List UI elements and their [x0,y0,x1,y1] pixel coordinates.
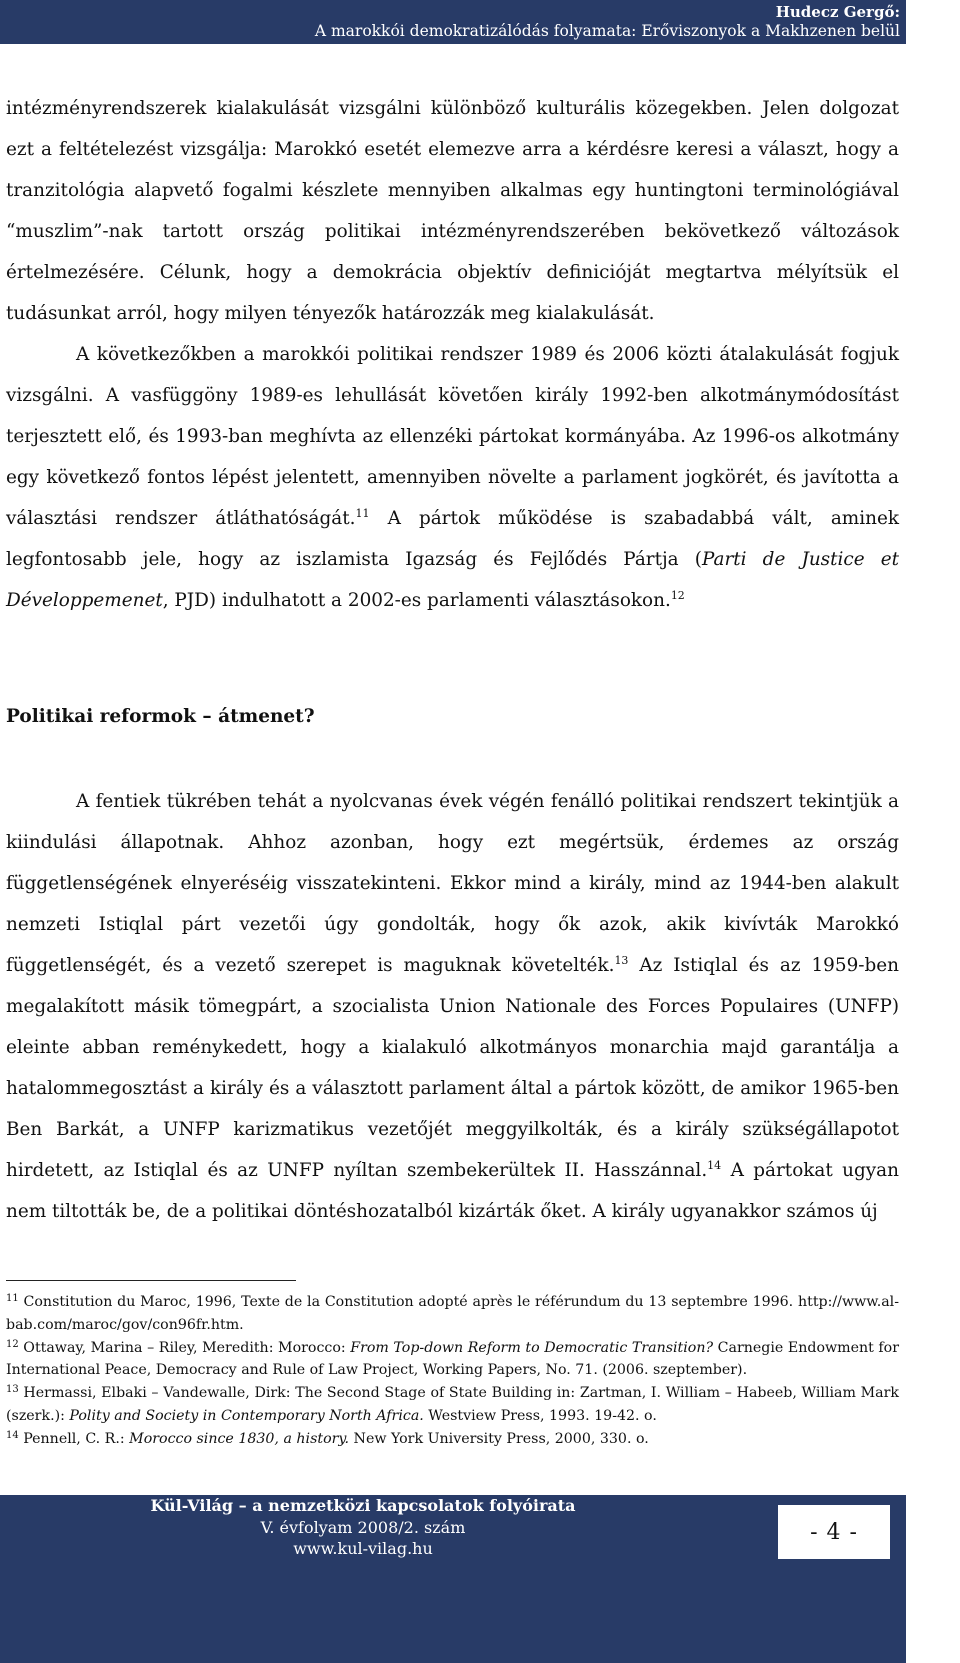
footnote-number: 13 [6,1384,19,1396]
footnote-divider [6,1280,296,1281]
footnote [6,1382,899,1428]
paragraph-text: , PJD) indulhatott a 2002-es parlamenti választásokon. [162,590,671,611]
footnote-title: Morocco since 1830, a history. [129,1430,350,1447]
body-section-2 [6,781,899,1232]
footer-journal: Kül-Világ – a nemzetközi kapcsolatok folyóirata [150,1496,576,1515]
footnote-title: Polity and Society in Contemporary North Africa. [69,1407,424,1424]
paragraph-text: A pártok működése is szabadabbá vált, aminek legfontosabb jele, hogy az iszlamista Igazság és Fejlődés Pártja ( [6,508,899,570]
footnote-text: Ottaway, Marina – Riley, Meredith: Morocco: [18,1339,351,1356]
paragraph-2 [6,334,899,621]
page-number: - 4 - [778,1505,890,1559]
footnote-text: New York University Press, 2000, 330. o. [349,1430,649,1447]
running-footer [0,1495,906,1663]
footnote-ref: 12 [670,589,685,602]
footnote-number: 11 [6,1293,19,1304]
footnotes [6,1291,899,1451]
body-section-1 [6,88,899,621]
footnote-number: 12 [6,1338,19,1350]
footnote-text: Pennell, C. R.: [18,1430,130,1447]
footnote-text: Carnegie Endowment for International Peace, Democracy and Rule of Law Project, Working Papers, No. 71. (2006. szeptember). [6,1339,899,1379]
footnote-title: From Top-down Reform to Democratic Transition? [350,1339,714,1356]
paragraph-text: A következőkben a marokkói politikai rendszer 1989 és 2006 közti átalakulását fogjuk vizsgálni. A vasfüggöny 1989-es lehullását követően király 1992-ben alkotmánymódosítást terjesztett elő, és 1993-ban meghívta az ellenzéki pártokat kormányába. Az 1996-os alkotmány egy következő fontos lépést jelentett, amennyiben növelte a parlament jogkörét, és javította a választási rendszer átláthatóságát. [6,344,899,529]
footer-issue: V. évfolyam 2008/2. szám [260,1517,466,1537]
section-heading: Politikai reformok – átmenet? [6,706,315,727]
footnote [6,1428,899,1451]
paragraph-text: A pártokat ugyan nem tiltották be, de a politikai döntéshozatalból kizárták őket. A király ugyanakkor számos új [6,1160,899,1222]
footnote [6,1291,899,1337]
italic-term: Parti de Justice et Développemenet [6,549,899,611]
footnote-text: Constitution du Maroc, 1996, Texte de la Constitution adopté après le référundum du 13 septembre 1996. http://www.al-bab.com/maroc/gov/con96fr.htm. [6,1294,899,1333]
paragraph-text: intézményrendszerek kialakulását vizsgálni különböző kulturális közegekben. Jelen dolgozat ezt a feltételezést vizsgálja: Marokkó esetét elemezve arra a kérdésre keresi a választ, hogy a tranzitológia alapvető fogalmi készlete mennyiben alkalmas egy huntingtoni terminológiával “muszlim”-nak tartott ország politikai intézményrendszerében bekövetkező változások értelmezésére. Célunk, hogy a demokrácia objektív definicióját megtartva mélyítsük el tudásunkat arról, hogy milyen tényezők határozzák meg kialakulását. [6,98,899,324]
footnote-ref: 14 [707,1159,722,1172]
footnote-text: Westview Press, 1993. 19-42. o. [423,1407,657,1424]
footnote [6,1337,899,1383]
paragraph-text: Az Istiqlal és az 1959-ben megalakított másik tömegpárt, a szocialista Union Nationale des Forces Populaires (UNFP) eleinte abban reménykedett, hogy a kialakuló alkotmányos monarchia majd garantálja a hatalommegosztást a király és a választott parlament által a pártok között, de amikor 1965-ben Ben Barkát, a UNFP karizmatikus vezetőjét meggyilkolták, és a király szükségállapotot hirdetett, az Istiqlal és az UNFP nyíltan szembekerültek II. Hasszánnal. [6,955,899,1181]
paragraph-1 [6,88,899,334]
running-header [0,0,906,44]
footnote-ref: 11 [355,507,370,520]
paragraph-3 [6,781,899,1232]
header-title: A marokkói demokratizálódás folyamata: Erőviszonyok a Makhzenen belül [314,22,900,40]
footnote-number: 14 [6,1429,19,1441]
footer-url: www.kul-vilag.hu [293,1539,433,1558]
footnote-ref: 13 [614,954,629,967]
footnote-text: Hermassi, Elbaki – Vandewalle, Dirk: The Second Stage of State Building in: Zartman, I. William – Habeeb, William Mark (szerk.): [6,1385,899,1424]
header-author: Hudecz Gergő: [775,3,900,21]
paragraph-text: A fentiek tükrében tehát a nyolcvanas évek végén fenálló politikai rendszert tekintjük a kiindulási állapotnak. Ahhoz azonban, hogy ezt megértsük, érdemes az ország függetlenségének elnyeréséig visszatekinteni. Ekkor mind a király, mind az 1944-ben alakult nemzeti Istiqlal párt vezetői úgy gondolták, hogy ők azok, akik kivívták Marokkó függetlenségét, és a vezető szerepet is maguknak követelték. [6,791,899,976]
footer-info [143,1495,583,1560]
